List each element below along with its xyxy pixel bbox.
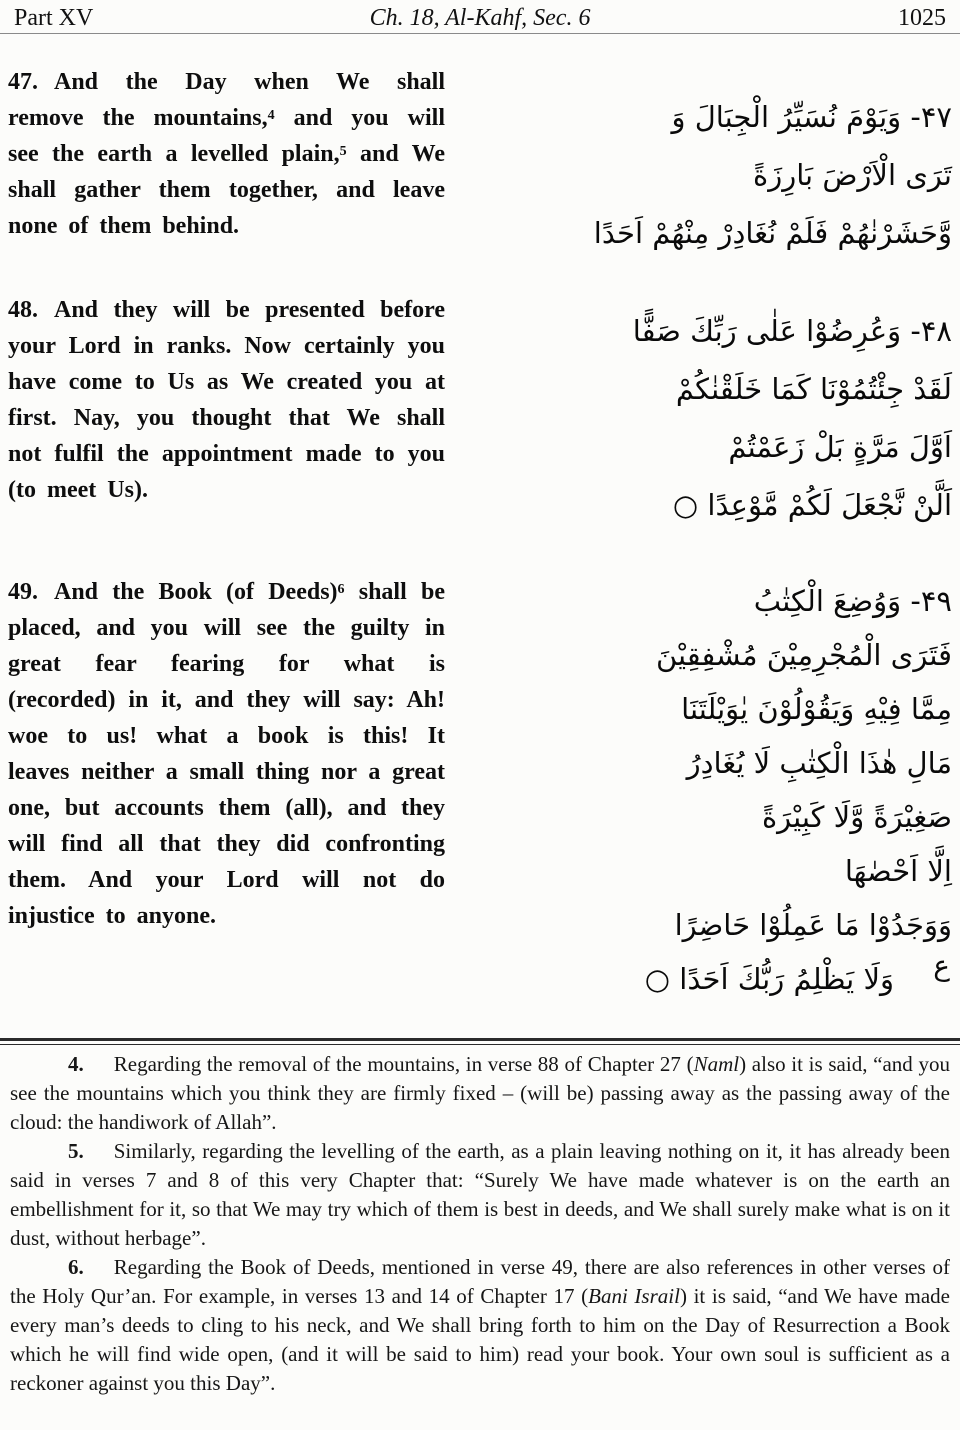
arabic-line: تَرَى الْاَرْضَ بَارِزَةً (753, 158, 952, 192)
footnote-number: 4. (68, 1052, 84, 1076)
english-verse: 48. And they will be presented before your Lord in ranks. Now certainly you have come to Us as We created you at first. Nay, you thought that We shall not fulfil the appointment made to you (to meet Us). (8, 297, 445, 503)
arabic-line: اِلَّا اَحْصٰهَا (844, 854, 952, 888)
arabic-line: لَقَدْ جِئْتُمُوْنَا كَمَا خَلَقْنٰكُمْ (675, 372, 952, 406)
verses-container (8, 64, 952, 1006)
footnote-separator (0, 1038, 960, 1045)
arabic-line: ۴۹- وَوُضِعَ الْكِتٰبُ (753, 584, 952, 618)
verse-number: 47. (8, 69, 38, 95)
verse-row (8, 292, 952, 534)
page-number: 1025 (898, 5, 946, 31)
footnote: 6. Regarding the Book of Deeds, mentioned in verse 49, there are also references in other verses of the Holy Qur’an. For example, in verses 13 and 14 of Chapter 17 (Bani Israil) it is said, “and We have made every man’s deeds to cling to his neck, and We shall bring forth to him on the Day of Resurrection a Book which he will find wide open, (and it will be said to him) read your book. Your own soul is sufficient as a reckoner against you this Day”. (10, 1255, 950, 1395)
arabic-line: اَوَّلَ مَرَّةٍ بَلْ زَعَمْتُمْ (728, 430, 952, 464)
arabic-line: مَالِ هٰذَا الْكِتٰبِ لَا يُغَادِرُ (686, 746, 952, 780)
footnotes-container (10, 1050, 950, 1398)
footnote-ref: 4 (267, 108, 275, 123)
footnote-italic-ref: Naml (693, 1052, 740, 1076)
ruku-marker: ع (933, 949, 950, 982)
arabic-line: فَتَرَى الْمُجْرِمِيْنَ مُشْفِقِيْنَ (655, 638, 952, 672)
arabic-verse (445, 574, 952, 1006)
footnote-number: 6. (68, 1255, 84, 1279)
english-verse: 49. And the Book (of Deeds)$^6$ shall be placed, and you will see the guilty in great fear fearing for what is (recorded) in it, and they will say: Ah! woe to us! what a book is this! It leaves neither a small thing nor a great one, but accounts them (all), and they will find all that they did confronting them. And your Lord will not do injustice to anyone. (8, 579, 445, 929)
arabic-line: مِمَّا فِيْهِ وَيَقُوْلُوْنَ يٰوَيْلَتَنَا (681, 692, 952, 726)
chapter-heading: Ch. 18, Al-Kahf, Sec. 6 (369, 5, 591, 31)
arabic-line: وَّحَشَرْنٰهُمْ فَلَمْ نُغَادِرْ مِنْهُمْ اَحَدًا (593, 216, 952, 250)
english-verse: 47. And the Day when We shall remove the mountains,$^4$ and you will see the earth a levelled plain,$^5$ and We shall gather them together, and leave none of them behind. (8, 69, 445, 239)
header-rule (0, 33, 960, 34)
arabic-line: ۴۸- وَعُرِضُوْا عَلٰى رَبِّكَ صَفًّا (632, 314, 952, 348)
footnote-italic-ref: Bani Israil (588, 1284, 680, 1308)
arabic-line: اَلَّنْ نَّجْعَلَ لَكُمْ مَّوْعِدًا ○ (672, 488, 952, 522)
arabic-verse (445, 64, 952, 262)
arabic-line: وَوَجَدُوْا مَا عَمِلُوْا حَاضِرًا (674, 908, 952, 942)
footnote-number: 5. (68, 1139, 84, 1163)
page-header (0, 5, 960, 33)
verse-number: 49. (8, 579, 38, 605)
verse-area (8, 64, 952, 1006)
verse-row (8, 64, 952, 262)
arabic-line: ۴۷- وَيَوْمَ نُسَيِّرُ الْجِبَالَ وَ (671, 100, 952, 134)
footnote-ref: 6 (337, 582, 345, 597)
footnote: 5. Similarly, regarding the levelling of the earth, as a plain leaving nothing on it, it has already been said in verses 7 and 8 of this very Chapter that: “Surely We have made whatever is on the earth an embellishment for it, so that We may try which of them is best in deeds, and We shall surely make what is on it dust, without herbage”. (10, 1139, 950, 1250)
footnote-ref: 5 (339, 144, 347, 159)
verse-number: 48. (8, 297, 38, 323)
verse-row (8, 574, 952, 1006)
arabic-line: وَلَا يَظْلِمُ رَبُّكَ اَحَدًا ○ (644, 962, 894, 996)
footnote: 4. Regarding the removal of the mountains, in verse 88 of Chapter 27 (Naml) also it is said, “and you see the mountains which you think they are firmly fixed – (will be) passing away as the passing away of the cloud: the handiwork of Allah”. (10, 1052, 951, 1134)
arabic-verse (445, 292, 952, 534)
part-label: Part XV (14, 5, 94, 31)
footnotes-section (10, 1050, 950, 1398)
arabic-line: صَغِيْرَةً وَّلَا كَبِيْرَةً (761, 800, 952, 834)
